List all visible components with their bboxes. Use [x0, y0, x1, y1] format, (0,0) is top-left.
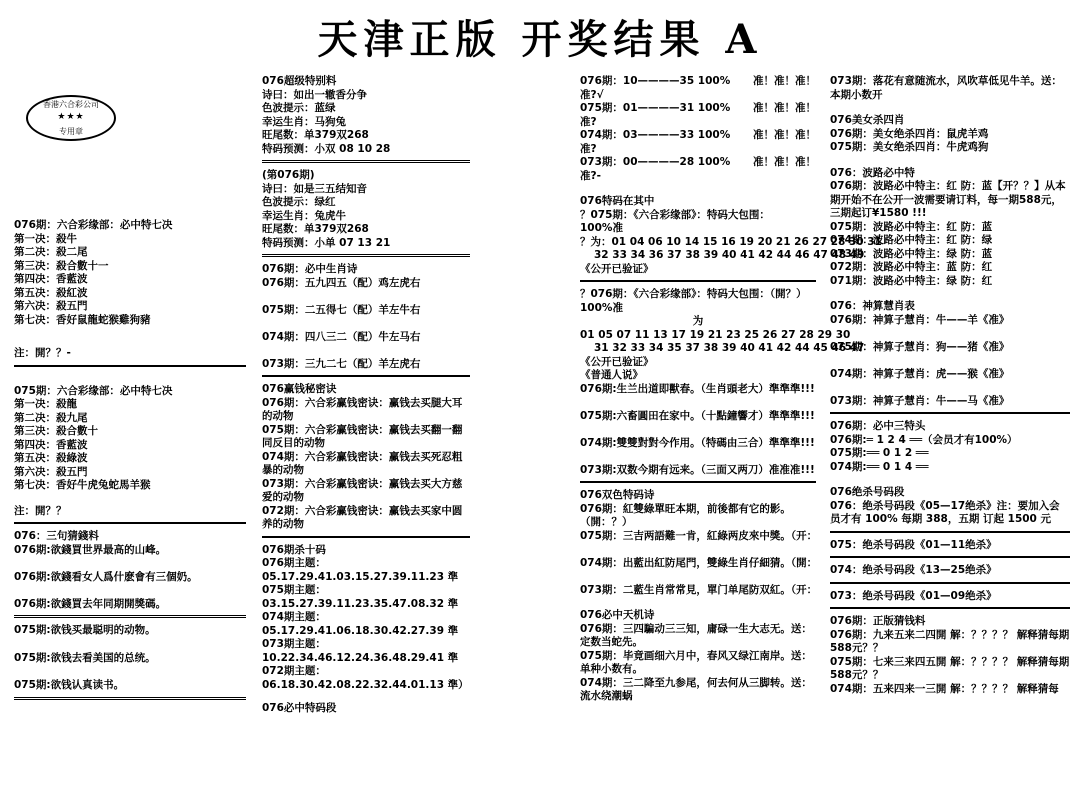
winning-secret: 076赢钱秘密诀 076期：六合彩赢钱密诀：赢钱去买腿大耳的动物 075期：六合彩赢钱密诀：赢钱去买翻一翻同反目的动物 074期：六合彩赢钱密诀：赢钱去买死忍粗暴的动物 073期：六合彩赢钱密诀：赢钱去买大方慈爱的动物 072期：六合彩赢钱密诀：赢钱去买家中圆养的动物 [262, 383, 463, 530]
wave-special: 076：波路必中特 076期：波路必中特主：红 防：蓝【开？？】从本期开始不在公开一波需要请订料，每一期588元，三期起订¥1580 !!! 075期：波路必中特主：红 防：蓝 074期：波路必中特主：红 防：绿 073期：波路必中特主：绿 防：蓝 072期：波路必中特主：蓝 防：红 071期：波路必中特主：绿 防：红 [830, 166, 1066, 287]
two-color-poem: 076双色特码诗 076期：紅雙綠單旺本期，前後都有它的影。（開：？） 075期：三吉两語難一肯，紅綠两皮來中獎。（开： 074期：出藍出紅防尾門，雙綠生肖仔細猜。（開： 073期：二藍生肖常常見，單门单尾防双紅。（开： [580, 489, 818, 596]
kill-code-history: 075：绝杀号码段《01—11绝杀》 074：绝杀号码段《13—25绝杀》 073：绝杀号码段《01—09绝杀》 [830, 539, 1070, 604]
code-segment-heading: 076必中特码段 [262, 702, 337, 714]
divider [830, 531, 1070, 533]
divider [830, 412, 1070, 414]
note-076: 注：開？？- [14, 347, 71, 359]
divider [830, 607, 1070, 609]
divider [262, 375, 470, 377]
divider [830, 582, 1070, 584]
three-special-heads: 076期：必中三特头 076期:═ 1 2 4 ══（会员才有100%） 075期:══ 0 1 2 ══ 074期:══ 0 1 4 ══ [830, 420, 1018, 473]
divider [262, 536, 470, 538]
seven-rules-075: 075期：六合彩缘部：必中特七决 第一决：殺龍 第二决：殺九尾 第三决：殺合數十 第四决：香藍波 第五决：殺綠波 第六决：殺五門 第七决：香好牛虎兔蛇馬羊猴 [14, 384, 173, 491]
super-special-tips: 076超级特别料 诗曰：如出一辙香分争 色波提示：蓝绿 幸运生肖：马狗兔 旺尾数：单379双268 特码预测：小双 08 10 28 [262, 75, 391, 155]
divine-zodiac-table: 076：神算慧肖表 076期：神算子慧肖：牛——羊《准》 075期：神算子慧肖：狗——猪《准》 074期：神算子慧肖：虎——猴《准》 073期：神算子慧肖：牛——马《准》 [830, 300, 1010, 407]
money-guess: 076期：正版猜钱料 076期：九来五来二四開 解：？？？？ 解释猜每期588元？？ 075期：七来三来四五開 解：？？？？ 解释猜每期588元？？ 074期：五来四来一三開 解：？？？？ 解释猜每 [830, 615, 1070, 695]
zodiac-poem: 076期：必中生肖诗 076期：五九四五（配）鸡左虎右 075期：二五得七（配）羊左牛右 074期：四八三二（配）牛左马右 073期：三九二七（配）羊左虎右 [262, 263, 421, 370]
result-row: 073期：00————28 100% 准！准！准！ [580, 156, 816, 168]
heaven-secret-poem: 076必中天机诗 076期：三四騙动三三知，庸碌一生大志无。送：定数当蛇先。 075期：毕竟画细六月中，春风又绿江南岸。送：单种小数有。 074期：三二降至九参尾，何去何从三脚转。送：流水绕潮蜗 [580, 609, 812, 702]
special-code-box-076: ？076期：《六合彩缘部》：特码大包围：（開？） 100%准 为 01 05 07 11 13 17 19 21 23 25 26 27 28 29 30 31 32 33 34 35 37 38 39 40 41 42 44 45 46 47 《公开已验证》 [580, 288, 865, 368]
column-4 [830, 75, 1070, 696]
column-2 [262, 75, 470, 716]
divider [14, 522, 246, 524]
range-results: 076期：10————35 100% 准！准！准！ 准?√ 075期：01————31 100% 准！准！准！ 准? 074期：03————33 100% 准！准！准！ 准? 073期：00————28 100% 准！准！准！ 准?- [580, 75, 816, 182]
kill-code-076: 076绝杀号码段 076：绝杀号码段《05—17绝杀》注：要加入会员才有 100% 每期 388，五期 订起 1500 元 [830, 486, 1060, 525]
divider [262, 254, 470, 257]
column-3 [580, 75, 882, 704]
beauty-kill-four: 076美女杀四肖 076期：美女绝杀四肖：鼠虎羊鸡 075期：美女绝杀四肖：牛虎鸡狗 [830, 114, 989, 153]
divider [580, 481, 816, 483]
three-sentence-riddle: 076：三句猜錢料 076期:欲錢買世界最高的山峰。 076期:欲錢看女人爲什麽會有三個奶。 076期:欲錢買去年同期開獎碼。 [14, 530, 198, 610]
money-riddle-075: 075期:欲钱买最聪明的动物。 075期:欲钱去看美国的总统。 075期:欲钱认真读书。 [14, 624, 156, 691]
result-row: 074期：03————33 100% 准！准！准！ [580, 129, 816, 141]
period-076-tips: (第076期) 诗曰：如是三五结知音 色波提示：绿红 幸运生肖：兔虎牛 旺尾数：单379双268 特码预测：小单 07 13 21 [262, 169, 391, 249]
divider [830, 556, 1070, 558]
divider [14, 697, 246, 700]
result-row: 076期：10————35 100% 准！准！准！ [580, 75, 816, 87]
result-row: 075期：01————31 100% 准！准！准！ [580, 102, 816, 114]
note-075: 注：開？？ [14, 504, 67, 517]
kill-ten-codes: 076期杀十码 076期主题：05.17.29.41.03.15.27.39.11.23 準 075期主题：03.15.27.39.11.23.35.47.08.32 準 074期主题：05.17.29.41.06.18.30.42.27.39 準 073期主题：10.22.34.46.12.24.36.48.29.41 準 072期主题：06.18.30.42.08.22.32.44.01.13 準） [262, 543, 469, 691]
divider [14, 615, 246, 618]
divider [580, 280, 816, 282]
special-code-box-075: 076特码在其中 ？075期：《六合彩缘部》：特码大包围： 100%准 ？为：01 04 06 10 14 15 16 19 20 21 26 27 28 30 31 32 33 34 36 37 38 39 40 41 42 44 46 47 48 49 《公开已验证》 [580, 195, 882, 275]
column-1 [14, 75, 246, 706]
poem-073: 073期：落花有意随流水，风吹草低见牛羊。送：本期小数开 [830, 75, 1062, 101]
official-stamp: 香港六合彩公司 ★★★ 专用章 [26, 95, 116, 141]
common-saying: 《普通人说》 076期:生兰出道即獸春。（生肖頭老大）準準準!!! 075期:六畜圓田在家中。（十點鐘響才）準準準!!! 074期:雙雙對對今作用。（特碼由三合）準準準!!! 073期:双数今期有远来。（三面又两刀）准准准!!! [580, 369, 815, 476]
divider [262, 160, 470, 163]
divider [14, 365, 246, 367]
seven-rules-076: 076期：六合彩缘部：必中特七决 第一决：殺牛 第二决：殺二尾 第三决：殺合數十一 第四决：香藍波 第五决：殺紅波 第六决：殺五門 第七决：香好鼠龍蛇猴雞狗豬 [14, 219, 173, 326]
page-title: 天津正版 开奖结果 A [317, 16, 763, 63]
